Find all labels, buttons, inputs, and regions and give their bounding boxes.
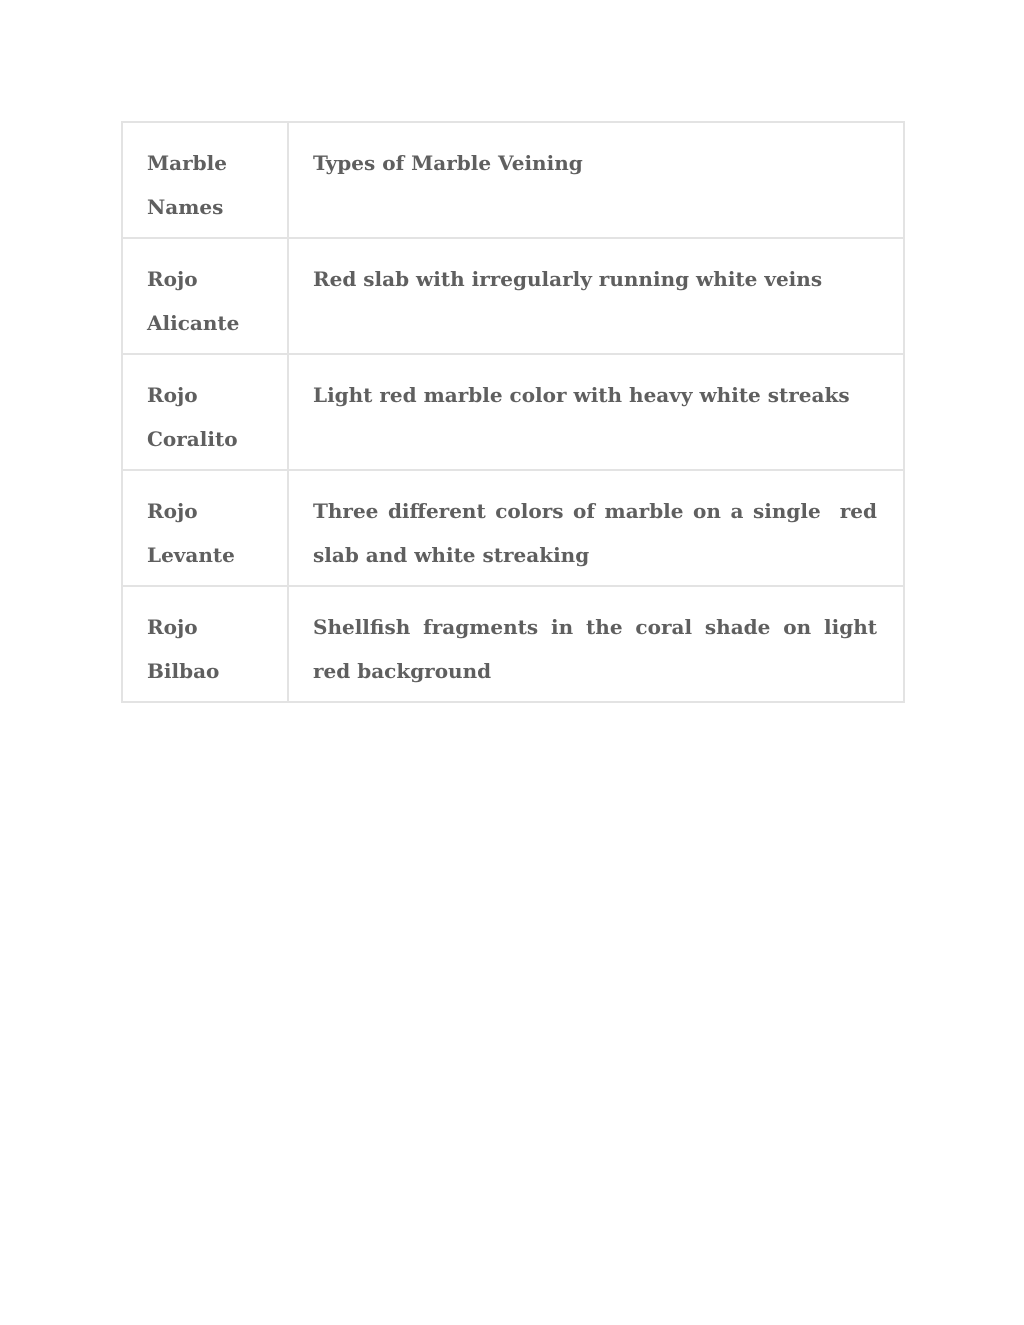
marble-name-line-2: Alicante (147, 311, 240, 335)
table-header-row (122, 122, 904, 238)
marble-name-cell (122, 354, 288, 470)
marble-name-line-2: Levante (147, 543, 235, 567)
veining-description-cell (288, 354, 904, 470)
veining-description-cell (288, 470, 904, 586)
marble-name-line-2: Coralito (147, 427, 238, 451)
header-cell-marble-names (122, 122, 288, 238)
veining-description: Light red marble color with heavy white streaks (313, 383, 850, 407)
marble-name-line-1: Rojo (147, 383, 198, 407)
header-description: Types of Marble Veining (313, 151, 583, 175)
marble-name-line-1: Rojo (147, 267, 198, 291)
table-row (122, 586, 904, 702)
marble-veining-table (121, 121, 905, 703)
marble-name-cell (122, 470, 288, 586)
veining-description: Red slab with irregularly running white veins (313, 267, 823, 291)
header-name-line-1: Marble (147, 151, 227, 175)
marble-name-line-1: Rojo (147, 615, 198, 639)
marble-name-line-2: Bilbao (147, 659, 220, 683)
header-name-line-2: Names (147, 195, 224, 219)
table-row (122, 238, 904, 354)
veining-description-cell (288, 586, 904, 702)
veining-description: Shellfish fragments in the coral shade on light red background (313, 615, 877, 683)
marble-name-cell (122, 586, 288, 702)
veining-description-cell (288, 238, 904, 354)
marble-name-cell (122, 238, 288, 354)
marble-name-line-1: Rojo (147, 499, 198, 523)
table-row (122, 470, 904, 586)
table-row (122, 354, 904, 470)
header-cell-veining-types (288, 122, 904, 238)
veining-description: Three different colors of marble on a single red slab and white streaking (313, 499, 884, 567)
